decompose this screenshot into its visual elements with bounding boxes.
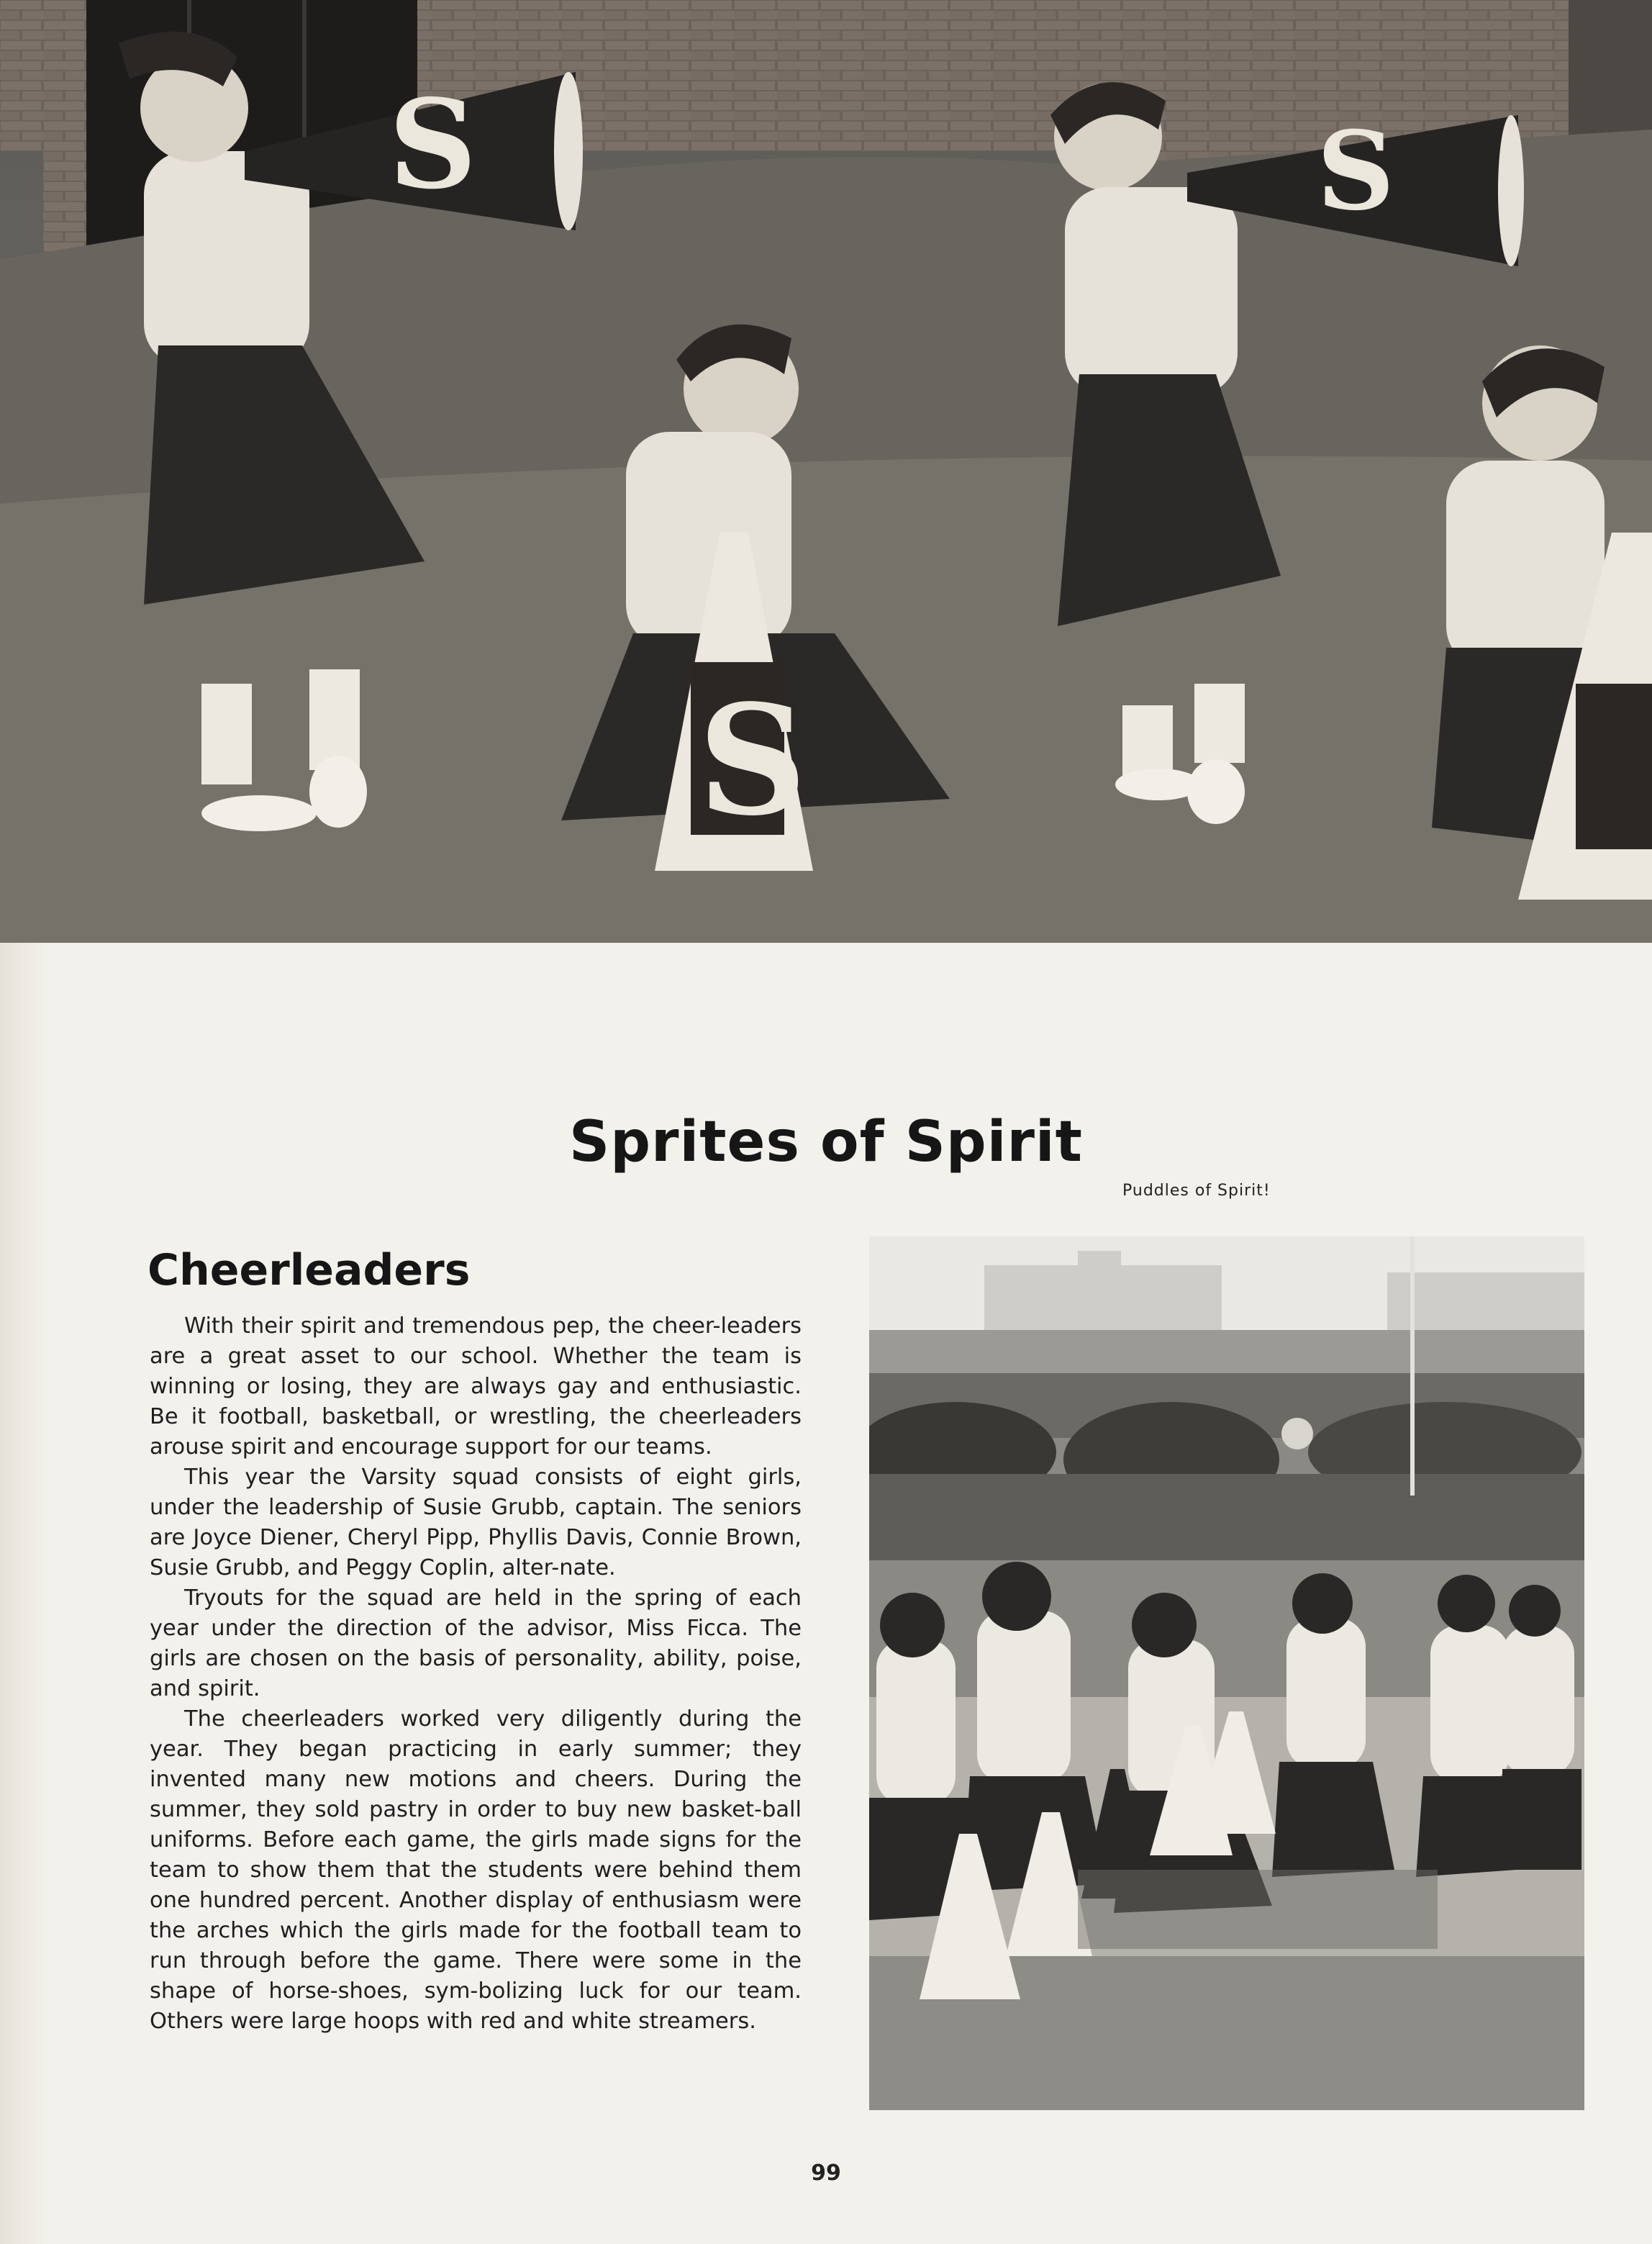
page-number: 99 — [811, 2161, 841, 2186]
megaphone-letter: S — [698, 671, 807, 849]
section-heading: Cheerleaders — [148, 1244, 471, 1295]
article-paragraph: Tryouts for the squad are held in the spring of each year under the direction of the advisor, Miss Ficca. The girls are chosen on the basis of personality, ability, poise, and spirit. — [150, 1585, 802, 1701]
megaphone-letter: S — [1317, 108, 1395, 235]
cheerleaders-field-photo — [869, 1236, 1584, 2110]
article-body — [150, 1311, 802, 2037]
cheerleaders-megaphones-photo — [0, 0, 1652, 943]
page-title: Sprites of Spirit — [569, 1110, 1083, 1175]
article-paragraph: With their spirit and tremendous pep, the cheer-leaders are a great asset to our school. Whether the team is winning or losing, they are always gay and enthusiastic. Be it football, basketball, or wrestling, the cheerleaders arouse spirit and encourage support for our teams. — [150, 1313, 802, 1460]
article-paragraph: The cheerleaders worked very diligently during the year. They began practicing in early summer; they invented many new motions and cheers. During the summer, they sold pastry in order to buy new basket-ball uniforms. Before each game, the girls made signs for the team to show them that the students were behind them one hundred percent. Another display of enthusiasm were the arches which the girls made for the football team to run through before the game. There were some in the shape of horse-shoes, sym-bolizing luck for our team. Others were large hoops with red and white streamers. — [150, 1706, 802, 2034]
megaphone-letter: S — [389, 73, 477, 217]
article-paragraph: This year the Varsity squad consists of eight girls, under the leadership of Susie Grubb, captain. The seniors are Joyce Diener, Cheryl Pipp, Phyllis Davis, Connie Brown, Susie Grubb, and Peggy Coplin, alter-nate. — [150, 1465, 802, 1580]
photo-caption: Puddles of Spirit! — [1122, 1182, 1271, 1200]
